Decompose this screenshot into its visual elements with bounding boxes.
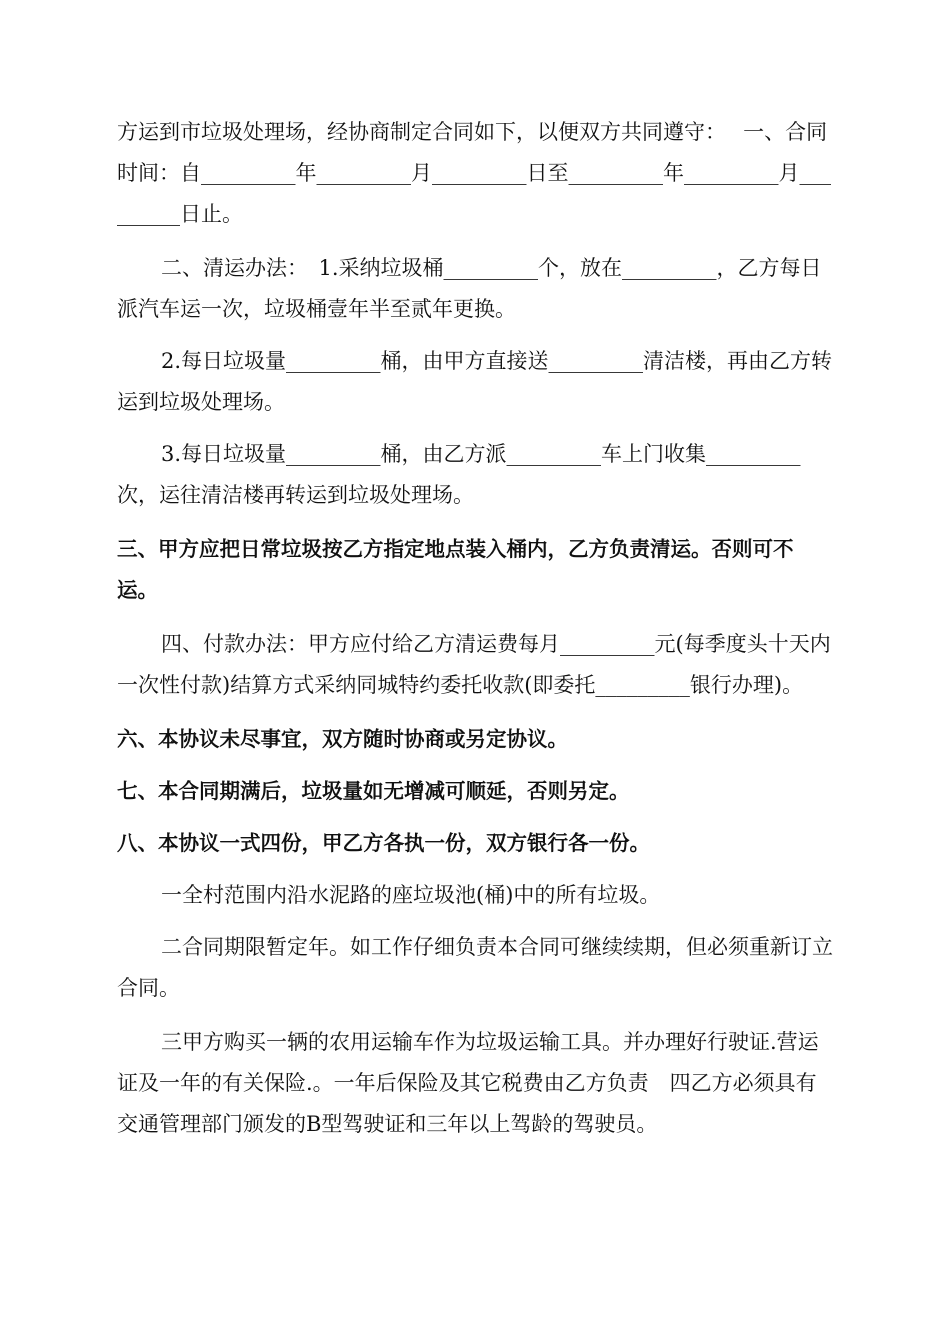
paragraph-vehicle: 三甲方购买一辆的农用运输车作为垃圾运输工具。并办理好行驶证.营运证及一年的有关保险.。一年后保险及其它税费由乙方负责 四乙方必须具有交通管理部门颁发的B型驾驶证和三年以上驾龄的驾驶员。 (117, 1030, 819, 1136)
paragraph-term: 二合同期限暂定年。如工作仔细负责本合同可继续续期，但必须重新订立合同。 (117, 935, 833, 1000)
document-body (117, 112, 833, 1145)
paragraph-daily-volume-1: 2.每日垃圾量_________桶，由甲方直接送_________清洁楼，再由乙方转运到垃圾处理场。 (117, 349, 833, 414)
paragraph-clause-eight: 八、本协议一式四份，甲乙方各执一份，双方银行各一份。 (117, 831, 650, 855)
paragraph-clause-seven: 七、本合同期满后，垃圾量如无增减可顺延，否则另定。 (117, 779, 630, 803)
paragraph-clause-six: 六、本协议未尽事宜，双方随时协商或另定协议。 (117, 727, 568, 751)
paragraph-clause-three: 三、甲方应把日常垃圾按乙方指定地点装入桶内，乙方负责清运。否则可不运。 (117, 537, 794, 602)
paragraph-cleaning-method: 二、清运办法： 1.采纳垃圾桶_________个，放在_________，乙方每日派汽车运一次，垃圾桶壹年半至贰年更换。 (117, 256, 822, 321)
paragraph-scope: 一全村范围内沿水泥路的座垃圾池(桶)中的所有垃圾。 (161, 883, 661, 907)
paragraph-payment-method: 四、付款办法：甲方应付给乙方清运费每月_________元(每季度头十天内一次性付款)结算方式采纳同城特约委托收款(即委托_________银行办理)。 (117, 632, 831, 697)
paragraph-contract-period: 方运到市垃圾处理场，经协商制定合同如下，以便双方共同遵守： 一、合同时间：自_________年_________月_________日至_________年_________月_________日止。 (117, 120, 831, 226)
paragraph-daily-volume-2: 3.每日垃圾量_________桶，由乙方派_________车上门收集_________次，运往清洁楼再转运到垃圾处理场。 (117, 442, 801, 507)
